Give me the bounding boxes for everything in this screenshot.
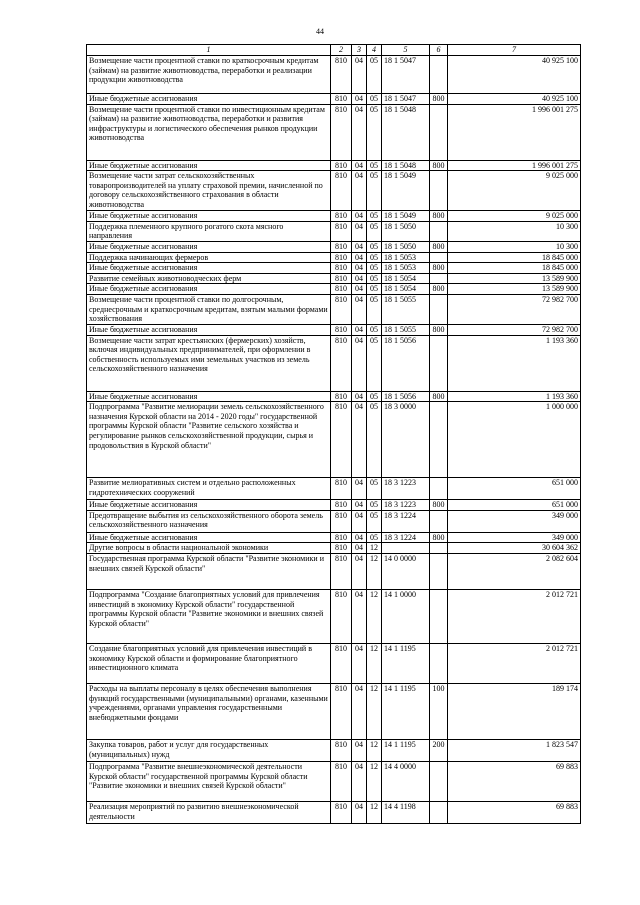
cell-pr: 12 <box>367 739 382 761</box>
cell-pr: 12 <box>367 683 382 739</box>
cell-sum: 13 589 900 <box>448 273 581 284</box>
cell-pr: 05 <box>367 160 382 171</box>
cell-rz: 04 <box>352 739 367 761</box>
table-row <box>87 543 581 554</box>
table-row <box>87 241 581 252</box>
cell-csr: 18 1 5049 <box>382 211 430 222</box>
table-row <box>87 94 581 105</box>
cell-sum: 40 925 100 <box>448 94 581 105</box>
cell-csr: 18 3 1224 <box>382 532 430 543</box>
cell-csr: 14 1 0000 <box>382 589 430 643</box>
table-row <box>87 532 581 543</box>
table-header-row <box>87 45 581 56</box>
cell-grbs: 810 <box>331 263 352 274</box>
cell-csr <box>382 543 430 554</box>
cell-vr: 800 <box>430 284 448 295</box>
cell-rz: 04 <box>352 643 367 683</box>
cell-pr: 05 <box>367 284 382 295</box>
cell-grbs: 810 <box>331 171 352 211</box>
cell-csr: 18 1 5047 <box>382 94 430 105</box>
cell-vr: 800 <box>430 391 448 402</box>
cell-vr: 800 <box>430 94 448 105</box>
cell-rz: 04 <box>352 510 367 532</box>
cell-grbs: 810 <box>331 510 352 532</box>
cell-name: Иные бюджетные ассигнования <box>87 160 331 171</box>
cell-name: Возмещение части затрат крестьянских (фермерских) хозяйств, включая индивидуальных предпринимателей, при оформлении в собственность используемых ими земельных участков из земель сельскохозяйственного назначения <box>87 335 331 391</box>
cell-csr: 18 1 5053 <box>382 252 430 263</box>
cell-vr <box>430 801 448 823</box>
cell-vr <box>430 543 448 554</box>
cell-csr: 14 1 1195 <box>382 683 430 739</box>
cell-sum: 72 982 700 <box>448 294 581 324</box>
header-col-vr: 6 <box>430 45 448 56</box>
cell-csr: 14 4 0000 <box>382 761 430 801</box>
cell-grbs: 810 <box>331 543 352 554</box>
cell-sum: 1 996 001 275 <box>448 160 581 171</box>
cell-rz: 04 <box>352 211 367 222</box>
cell-pr: 05 <box>367 94 382 105</box>
cell-sum: 40 925 100 <box>448 56 581 94</box>
cell-rz: 04 <box>352 335 367 391</box>
cell-rz: 04 <box>352 324 367 335</box>
cell-rz: 04 <box>352 104 367 160</box>
cell-sum: 651 000 <box>448 500 581 511</box>
cell-pr: 05 <box>367 56 382 94</box>
header-col-pr: 4 <box>367 45 382 56</box>
cell-vr <box>430 104 448 160</box>
cell-grbs: 810 <box>331 211 352 222</box>
cell-sum: 18 845 000 <box>448 263 581 274</box>
table-row <box>87 284 581 295</box>
header-col-name: 1 <box>87 45 331 56</box>
cell-sum: 2 012 721 <box>448 589 581 643</box>
cell-rz: 04 <box>352 171 367 211</box>
cell-csr: 18 1 5050 <box>382 221 430 241</box>
budget-table <box>86 44 581 824</box>
cell-name: Закупка товаров, работ и услуг для государственных (муниципальных) нужд <box>87 739 331 761</box>
cell-pr: 05 <box>367 221 382 241</box>
cell-pr: 05 <box>367 391 382 402</box>
cell-rz: 04 <box>352 56 367 94</box>
cell-vr <box>430 221 448 241</box>
cell-rz: 04 <box>352 553 367 589</box>
cell-csr: 18 3 1223 <box>382 478 430 500</box>
cell-pr: 05 <box>367 402 382 478</box>
header-col-sum: 7 <box>448 45 581 56</box>
cell-grbs: 810 <box>331 294 352 324</box>
cell-pr: 05 <box>367 241 382 252</box>
table-row <box>87 589 581 643</box>
table-row <box>87 761 581 801</box>
cell-csr: 18 1 5047 <box>382 56 430 94</box>
cell-rz: 04 <box>352 683 367 739</box>
cell-grbs: 810 <box>331 273 352 284</box>
cell-pr: 05 <box>367 252 382 263</box>
cell-sum: 9 025 000 <box>448 211 581 222</box>
cell-grbs: 810 <box>331 335 352 391</box>
cell-csr: 18 3 1223 <box>382 500 430 511</box>
cell-csr: 14 4 1198 <box>382 801 430 823</box>
page-number: 44 <box>316 27 324 36</box>
cell-name: Иные бюджетные ассигнования <box>87 284 331 295</box>
table-row <box>87 324 581 335</box>
table-row <box>87 211 581 222</box>
table-row <box>87 104 581 160</box>
header-col-grbs: 2 <box>331 45 352 56</box>
table-body <box>87 56 581 824</box>
table-row <box>87 273 581 284</box>
cell-csr: 18 1 5055 <box>382 294 430 324</box>
table-row <box>87 335 581 391</box>
cell-name: Возмещение части затрат сельскохозяйственных товаропроизводителей на уплату страховой премии, начисленной по договору сельскохозяйственного страхования в области животноводства <box>87 171 331 211</box>
cell-vr <box>430 402 448 478</box>
cell-sum: 69 883 <box>448 801 581 823</box>
cell-grbs: 810 <box>331 478 352 500</box>
cell-sum: 349 000 <box>448 510 581 532</box>
cell-vr <box>430 335 448 391</box>
cell-pr: 05 <box>367 104 382 160</box>
cell-vr <box>430 294 448 324</box>
cell-name: Возмещение части процентной ставки по инвестиционным кредитам (займам) на развитие животноводства, переработки и развития инфраструктуры и логистического обеспечения рынков продукции животноводства <box>87 104 331 160</box>
cell-sum: 69 883 <box>448 761 581 801</box>
cell-vr: 800 <box>430 532 448 543</box>
cell-rz: 04 <box>352 241 367 252</box>
cell-vr: 800 <box>430 500 448 511</box>
cell-rz: 04 <box>352 273 367 284</box>
cell-vr: 800 <box>430 263 448 274</box>
cell-name: Государственная программа Курской области "Развитие экономики и внешних связей Курской области" <box>87 553 331 589</box>
cell-grbs: 810 <box>331 56 352 94</box>
cell-sum: 10 300 <box>448 241 581 252</box>
cell-vr <box>430 478 448 500</box>
cell-csr: 14 1 1195 <box>382 643 430 683</box>
cell-rz: 04 <box>352 543 367 554</box>
cell-sum: 189 174 <box>448 683 581 739</box>
cell-csr: 18 1 5055 <box>382 324 430 335</box>
cell-sum: 30 604 362 <box>448 543 581 554</box>
cell-name: Подпрограмма "Создание благоприятных условий для привлечения инвестиций в экономику Курской области" государственной программы Курской области "Развитие экономики и внешних связей Курской области" <box>87 589 331 643</box>
cell-name: Предотвращение выбытия из сельскохозяйственного оборота земель сельскохозяйственного назначения <box>87 510 331 532</box>
cell-grbs: 810 <box>331 221 352 241</box>
cell-name: Иные бюджетные ассигнования <box>87 241 331 252</box>
cell-vr: 100 <box>430 683 448 739</box>
cell-sum: 1 193 360 <box>448 335 581 391</box>
cell-pr: 05 <box>367 263 382 274</box>
cell-rz: 04 <box>352 221 367 241</box>
table-row <box>87 553 581 589</box>
cell-rz: 04 <box>352 94 367 105</box>
cell-vr <box>430 761 448 801</box>
cell-csr: 18 1 5050 <box>382 241 430 252</box>
table-row <box>87 739 581 761</box>
cell-grbs: 810 <box>331 801 352 823</box>
table-row <box>87 643 581 683</box>
cell-name: Возмещение части процентной ставки по долгосрочным, среднесрочным и краткосрочным кредитам, взятым малыми формами хозяйствования <box>87 294 331 324</box>
cell-pr: 05 <box>367 478 382 500</box>
cell-pr: 05 <box>367 171 382 211</box>
cell-grbs: 810 <box>331 683 352 739</box>
table-row <box>87 56 581 94</box>
cell-sum: 1 193 360 <box>448 391 581 402</box>
cell-name: Иные бюджетные ассигнования <box>87 263 331 274</box>
cell-pr: 05 <box>367 324 382 335</box>
cell-csr: 18 1 5053 <box>382 263 430 274</box>
cell-name: Иные бюджетные ассигнования <box>87 211 331 222</box>
cell-sum: 1 000 000 <box>448 402 581 478</box>
cell-sum: 72 982 700 <box>448 324 581 335</box>
cell-vr <box>430 553 448 589</box>
cell-rz: 04 <box>352 160 367 171</box>
cell-csr: 18 1 5054 <box>382 284 430 295</box>
cell-pr: 05 <box>367 510 382 532</box>
cell-name: Иные бюджетные ассигнования <box>87 324 331 335</box>
cell-pr: 12 <box>367 589 382 643</box>
table-row <box>87 510 581 532</box>
cell-name: Развитие мелиоративных систем и отдельно расположенных гидротехнических сооружений <box>87 478 331 500</box>
header-col-csr: 5 <box>382 45 430 56</box>
table-row <box>87 478 581 500</box>
cell-grbs: 810 <box>331 402 352 478</box>
cell-vr <box>430 171 448 211</box>
cell-vr <box>430 56 448 94</box>
cell-grbs: 810 <box>331 284 352 295</box>
table-row <box>87 171 581 211</box>
table-row <box>87 500 581 511</box>
cell-vr <box>430 273 448 284</box>
cell-rz: 04 <box>352 532 367 543</box>
cell-name: Создание благоприятных условий для привлечения инвестиций в экономику Курской области и формирование благоприятного инвестиционного климата <box>87 643 331 683</box>
table-row <box>87 263 581 274</box>
table-row <box>87 294 581 324</box>
cell-grbs: 810 <box>331 104 352 160</box>
cell-sum: 1 823 547 <box>448 739 581 761</box>
table-row <box>87 391 581 402</box>
table-row <box>87 801 581 823</box>
cell-csr: 18 1 5048 <box>382 160 430 171</box>
cell-vr: 800 <box>430 160 448 171</box>
cell-name: Расходы на выплаты персоналу в целях обеспечения выполнения функций государственными (муниципальными) органами, казенными учреждениями, органами управления государственными внебюджетными фондами <box>87 683 331 739</box>
table-row <box>87 221 581 241</box>
cell-rz: 04 <box>352 589 367 643</box>
table-row <box>87 683 581 739</box>
cell-pr: 05 <box>367 532 382 543</box>
cell-rz: 04 <box>352 500 367 511</box>
table-row <box>87 252 581 263</box>
cell-rz: 04 <box>352 284 367 295</box>
cell-csr: 14 0 0000 <box>382 553 430 589</box>
cell-pr: 05 <box>367 273 382 284</box>
cell-sum: 2 082 604 <box>448 553 581 589</box>
cell-rz: 04 <box>352 402 367 478</box>
cell-vr: 800 <box>430 211 448 222</box>
cell-grbs: 810 <box>331 643 352 683</box>
cell-grbs: 810 <box>331 553 352 589</box>
cell-pr: 05 <box>367 500 382 511</box>
cell-csr: 18 3 1224 <box>382 510 430 532</box>
cell-sum: 2 012 721 <box>448 643 581 683</box>
cell-csr: 18 3 0000 <box>382 402 430 478</box>
cell-pr: 12 <box>367 543 382 554</box>
cell-name: Реализация мероприятий по развитию внешнеэкономической деятельности <box>87 801 331 823</box>
cell-rz: 04 <box>352 478 367 500</box>
cell-pr: 12 <box>367 643 382 683</box>
cell-sum: 18 845 000 <box>448 252 581 263</box>
cell-name: Иные бюджетные ассигнования <box>87 500 331 511</box>
cell-sum: 9 025 000 <box>448 171 581 211</box>
cell-sum: 349 000 <box>448 532 581 543</box>
cell-pr: 05 <box>367 211 382 222</box>
cell-csr: 18 1 5049 <box>382 171 430 211</box>
cell-rz: 04 <box>352 263 367 274</box>
cell-csr: 18 1 5048 <box>382 104 430 160</box>
cell-pr: 12 <box>367 553 382 589</box>
cell-sum: 651 000 <box>448 478 581 500</box>
cell-vr <box>430 252 448 263</box>
cell-pr: 05 <box>367 294 382 324</box>
cell-vr <box>430 589 448 643</box>
cell-name: Развитие семейных животноводческих ферм <box>87 273 331 284</box>
table-row <box>87 160 581 171</box>
cell-name: Поддержка начинающих фермеров <box>87 252 331 263</box>
cell-name: Иные бюджетные ассигнования <box>87 94 331 105</box>
cell-grbs: 810 <box>331 739 352 761</box>
cell-grbs: 810 <box>331 252 352 263</box>
cell-grbs: 810 <box>331 391 352 402</box>
cell-sum: 1 996 001 275 <box>448 104 581 160</box>
cell-sum: 13 589 900 <box>448 284 581 295</box>
cell-grbs: 810 <box>331 160 352 171</box>
cell-name: Подпрограмма "Развитие внешнеэкономической деятельности Курской области" государственной программы Курской области "Развитие экономики и внешних связей Курской области" <box>87 761 331 801</box>
cell-csr: 18 1 5056 <box>382 335 430 391</box>
cell-vr: 800 <box>430 324 448 335</box>
cell-grbs: 810 <box>331 241 352 252</box>
cell-grbs: 810 <box>331 324 352 335</box>
header-col-rz: 3 <box>352 45 367 56</box>
cell-vr: 200 <box>430 739 448 761</box>
cell-name: Возмещение части процентной ставки по краткосрочным кредитам (займам) на развитие животноводства, переработки и реализации продукции животноводства <box>87 56 331 94</box>
cell-rz: 04 <box>352 294 367 324</box>
cell-vr <box>430 643 448 683</box>
cell-name: Поддержка племенного крупного рогатого скота мясного направления <box>87 221 331 241</box>
cell-name: Подпрограмма "Развитие мелиорации земель сельскохозяйственного назначения Курской области на 2014 - 2020 годы" государственной программы Курской области "Развитие сельского хозяйства и регулирование рынков сельскохозяйственной продукции, сырья и продовольствия в Курской области" <box>87 402 331 478</box>
cell-name: Иные бюджетные ассигнования <box>87 532 331 543</box>
cell-grbs: 810 <box>331 500 352 511</box>
cell-grbs: 810 <box>331 761 352 801</box>
cell-csr: 18 1 5056 <box>382 391 430 402</box>
cell-pr: 12 <box>367 761 382 801</box>
cell-rz: 04 <box>352 252 367 263</box>
table-row <box>87 402 581 478</box>
cell-vr: 800 <box>430 241 448 252</box>
cell-grbs: 810 <box>331 94 352 105</box>
cell-rz: 04 <box>352 391 367 402</box>
cell-vr <box>430 510 448 532</box>
cell-csr: 14 1 1195 <box>382 739 430 761</box>
cell-pr: 05 <box>367 335 382 391</box>
cell-name: Другие вопросы в области национальной экономики <box>87 543 331 554</box>
cell-rz: 04 <box>352 761 367 801</box>
cell-name: Иные бюджетные ассигнования <box>87 391 331 402</box>
cell-csr: 18 1 5054 <box>382 273 430 284</box>
cell-grbs: 810 <box>331 589 352 643</box>
cell-rz: 04 <box>352 801 367 823</box>
cell-grbs: 810 <box>331 532 352 543</box>
cell-pr: 12 <box>367 801 382 823</box>
cell-sum: 10 300 <box>448 221 581 241</box>
